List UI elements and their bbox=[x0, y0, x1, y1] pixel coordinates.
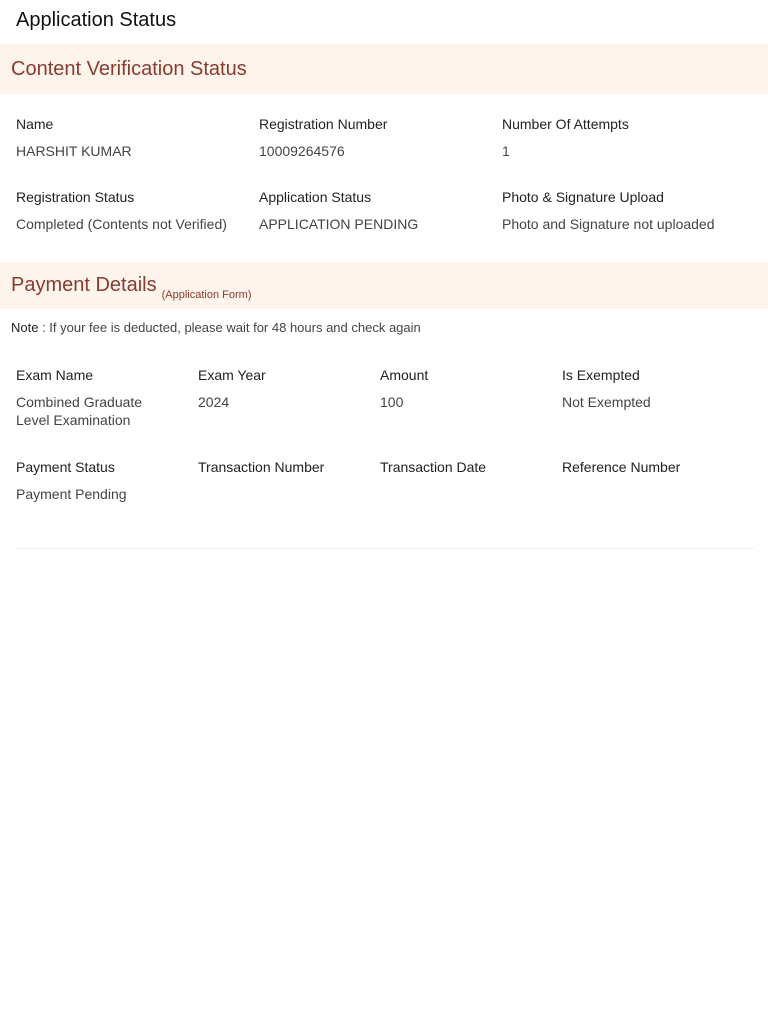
reference-number-label: Reference Number bbox=[562, 459, 681, 475]
amount-label: Amount bbox=[380, 367, 429, 383]
payment-note bbox=[11, 320, 421, 335]
application-status-value: APPLICATION PENDING bbox=[259, 216, 419, 232]
photo-signature-label: Photo & Signature Upload bbox=[502, 189, 664, 205]
exam-name-value: Combined Graduate Level Examination bbox=[16, 394, 143, 428]
photo-signature-value: Photo and Signature not uploaded bbox=[502, 216, 715, 232]
amount-value: 100 bbox=[380, 394, 404, 410]
exam-year-label: Exam Year bbox=[198, 367, 266, 383]
exam-year-value: 2024 bbox=[198, 394, 230, 410]
note-label: Note bbox=[11, 320, 39, 335]
page-title: Application Status bbox=[16, 9, 177, 31]
payment-status-value: Payment Pending bbox=[16, 486, 127, 502]
attempts-value: 1 bbox=[502, 143, 510, 159]
payment-section-header bbox=[0, 262, 768, 309]
registration-status-value: Completed (Contents not Verified) bbox=[16, 216, 227, 232]
payment-section-title: Payment Details bbox=[11, 274, 157, 296]
name-label: Name bbox=[16, 116, 54, 132]
transaction-date-label: Transaction Date bbox=[380, 459, 487, 475]
name-value: HARSHIT KUMAR bbox=[16, 143, 132, 159]
exam-name-label: Exam Name bbox=[16, 367, 94, 383]
section-divider bbox=[16, 548, 754, 549]
attempts-label: Number Of Attempts bbox=[502, 116, 629, 132]
registration-number-label: Registration Number bbox=[259, 116, 388, 132]
transaction-number-label: Transaction Number bbox=[198, 459, 325, 475]
verification-section-title: Content Verification Status bbox=[11, 57, 247, 80]
note-text: : If your fee is deducted, please wait for 48 hours and check again bbox=[38, 320, 421, 335]
registration-status-label: Registration Status bbox=[16, 189, 135, 205]
payment-status-label: Payment Status bbox=[16, 459, 115, 475]
verification-section-header bbox=[0, 44, 768, 94]
is-exempted-label: Is Exempted bbox=[562, 367, 640, 383]
payment-section-subtitle: (Application Form) bbox=[161, 288, 252, 301]
registration-number-value: 10009264576 bbox=[259, 143, 345, 159]
is-exempted-value: Not Exempted bbox=[562, 394, 651, 410]
application-status-label: Application Status bbox=[259, 189, 372, 205]
